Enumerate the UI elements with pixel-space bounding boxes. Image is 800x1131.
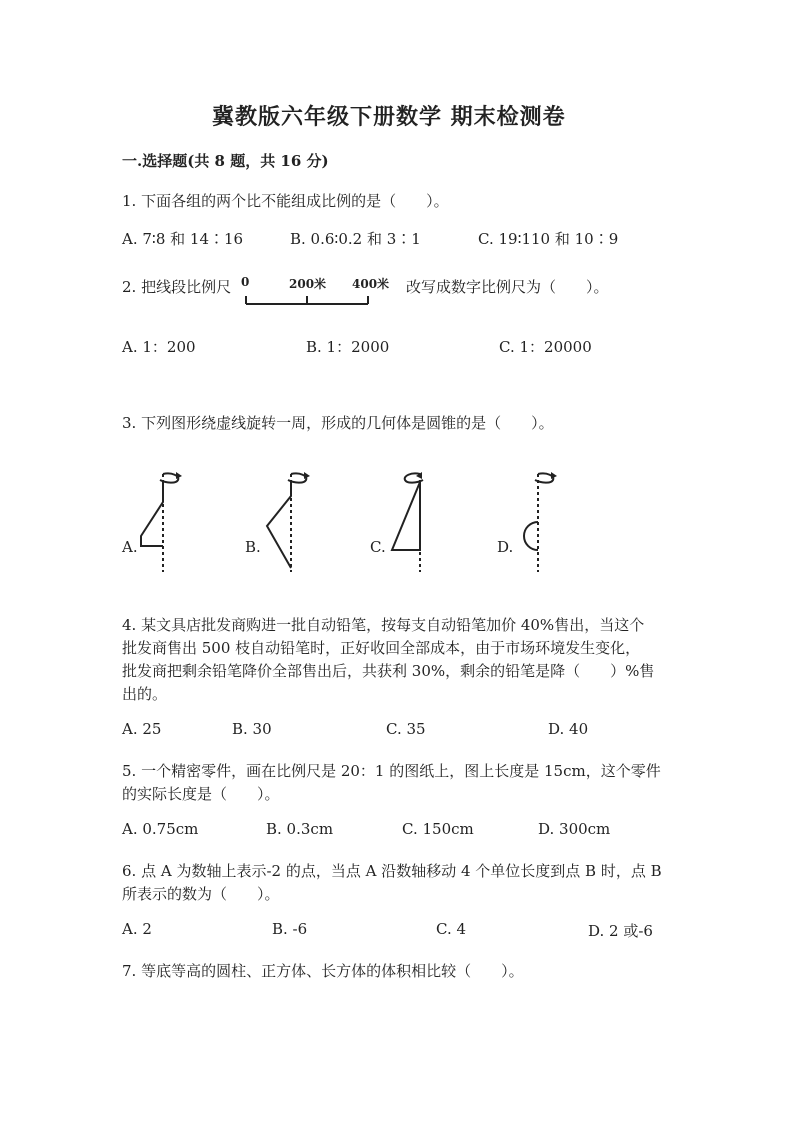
question-3-option-c[interactable]: C. (370, 538, 386, 556)
question-2-option-c[interactable]: C. 1：20000 (499, 338, 592, 356)
page-title: 冀教版六年级下册数学 期末检测卷 (212, 104, 566, 130)
figure-outline (267, 482, 291, 568)
question-6-option-b[interactable]: B. -6 (272, 920, 308, 938)
question-5-option-a[interactable]: A. 0.75cm (122, 820, 199, 838)
question-4-option-b[interactable]: B. 30 (232, 720, 272, 738)
question-6-stem-line-2: 所表示的数为（ ）。 (122, 885, 280, 903)
question-3-option-a[interactable]: A. (122, 538, 138, 556)
question-3-option-d[interactable]: D. (497, 538, 514, 556)
figure-outline (141, 482, 163, 546)
figure-a-trapezoid (138, 466, 188, 576)
question-6-option-c[interactable]: C. 4 (436, 920, 467, 938)
scale-label-0: 0 (241, 275, 250, 289)
figure-d-semicircle (512, 466, 562, 576)
line-segment-scale (240, 290, 380, 310)
question-2-option-b[interactable]: B. 1：2000 (306, 338, 390, 356)
scale-label-400: 400米 (352, 277, 390, 291)
question-4-option-d[interactable]: D. 40 (548, 720, 589, 738)
question-4-option-c[interactable]: C. 35 (386, 720, 426, 738)
question-5-option-c[interactable]: C. 150cm (402, 820, 474, 838)
question-1-stem: 1. 下面各组的两个比不能组成比例的是（ ）。 (122, 192, 449, 210)
question-4-stem-line-1: 4. 某文具店批发商购进一批自动铅笔，按每支自动铅笔加价 40%售出，当这个 (122, 616, 645, 634)
question-4-stem-line-4: 出的。 (122, 685, 168, 703)
scale-label-200: 200米 (289, 277, 327, 291)
question-6-option-d[interactable]: D. 2 或-6 (588, 922, 653, 940)
question-3-stem: 3. 下列图形绕虚线旋转一周，形成的几何体是圆锥的是（ ）。 (122, 414, 554, 432)
question-7-stem: 7. 等底等高的圆柱、正方体、长方体的体积相比较（ ）。 (122, 962, 524, 980)
question-1-option-b[interactable]: B. 0.6∶0.2 和 3∶1 (290, 230, 421, 248)
question-6-option-a[interactable]: A. 2 (122, 920, 152, 938)
question-3-option-b[interactable]: B. (245, 538, 261, 556)
question-4-stem-line-2: 批发商售出 500 枝自动铅笔时，正好收回全部成本，由于市场环境发生变化， (122, 639, 641, 657)
question-5-option-b[interactable]: B. 0.3cm (266, 820, 334, 838)
question-4-option-a[interactable]: A. 25 (122, 720, 162, 738)
question-2-stem-before: 2. 把线段比例尺 (122, 278, 232, 296)
question-5-stem-line-2: 的实际长度是（ ）。 (122, 785, 280, 803)
figure-c-right-triangle (386, 466, 436, 576)
question-6-stem-line-1: 6. 点 A 为数轴上表示-2 的点，当点 A 沿数轴移动 4 个单位长度到点 B 时，点 B (122, 862, 662, 880)
question-4-stem-line-3: 批发商把剩余铅笔降价全部售出后，共获利 30%，剩余的铅笔是降（ ）%售 (122, 662, 655, 680)
section-heading: 一.选择题(共 8 题，共 16 分) (122, 152, 329, 170)
question-5-option-d[interactable]: D. 300cm (538, 820, 611, 838)
question-2-option-a[interactable]: A. 1：200 (122, 338, 196, 356)
question-2-stem-after: 改写成数字比例尺为（ ）。 (406, 278, 609, 296)
figure-outline (524, 522, 538, 550)
question-1-option-a[interactable]: A. 7∶8 和 14∶16 (122, 230, 244, 248)
question-1-option-c[interactable]: C. 19∶110 和 10∶9 (478, 230, 619, 248)
question-5-stem-line-1: 5. 一个精密零件，画在比例尺是 20：1 的图纸上，图上长度是 15cm，这个零件 (122, 762, 661, 780)
figure-outline (392, 482, 420, 550)
figure-b-triangle (263, 466, 313, 576)
